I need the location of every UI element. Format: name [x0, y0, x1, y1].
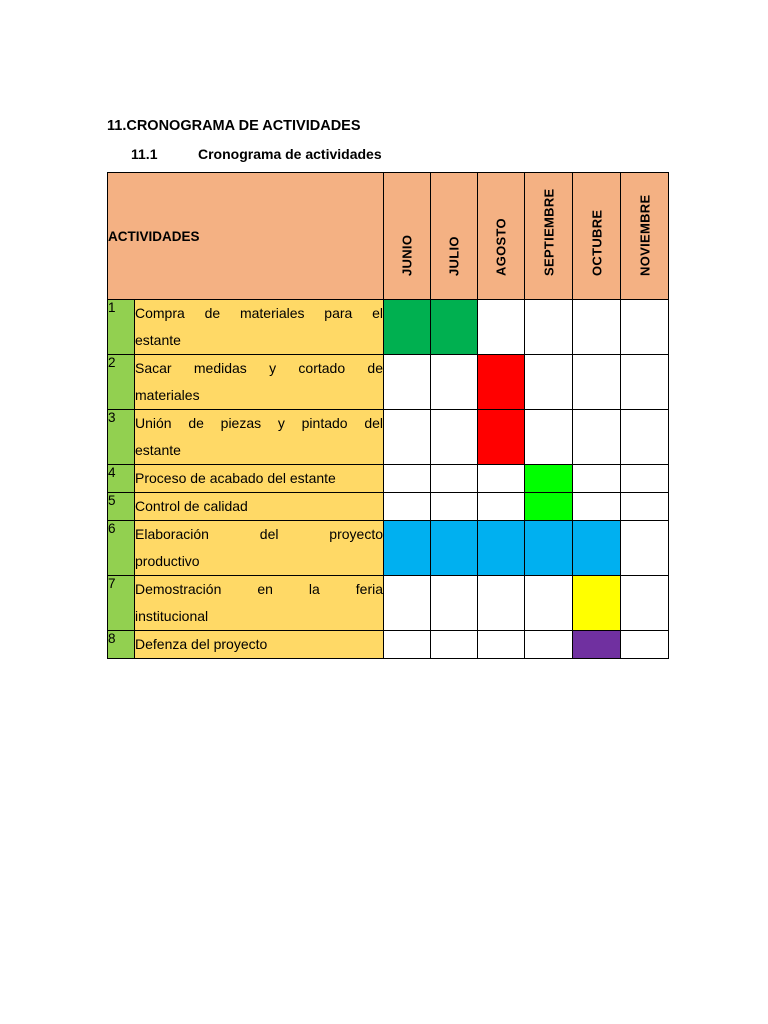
table-row: [108, 355, 669, 410]
month-label: JUNIO: [399, 234, 415, 276]
schedule-cell: [384, 493, 431, 521]
schedule-cell: [384, 631, 431, 659]
schedule-cell-filled: [384, 521, 431, 576]
activity-description: [135, 410, 384, 465]
month-label: SEPTIEMBRE: [541, 188, 557, 276]
activity-description: [135, 576, 384, 631]
schedule-cell: [573, 300, 621, 355]
activity-schedule-table: [107, 172, 669, 659]
schedule-cell: [384, 355, 431, 410]
schedule-cell: [525, 355, 573, 410]
month-header-agosto: [478, 173, 525, 300]
schedule-cell: [525, 631, 573, 659]
schedule-cell-filled: [478, 521, 525, 576]
subsection-title: Cronograma de actividades: [198, 146, 382, 162]
activity-number: 7: [108, 576, 135, 631]
schedule-cell: [384, 576, 431, 631]
activity-number: 4: [108, 465, 135, 493]
activity-number: 8: [108, 631, 135, 659]
activity-text-line: Control de calidad: [135, 498, 248, 514]
table-row: [108, 300, 669, 355]
month-label: AGOSTO: [493, 218, 509, 276]
schedule-cell: [621, 465, 669, 493]
month-header-octubre: [573, 173, 621, 300]
schedule-cell-filled: [525, 465, 573, 493]
month-header-septiembre: [525, 173, 573, 300]
table-row: [108, 410, 669, 465]
schedule-cell: [573, 465, 621, 493]
schedule-cell: [478, 493, 525, 521]
schedule-cell: [478, 300, 525, 355]
table-row: [108, 631, 669, 659]
activity-text-line: institucional: [135, 608, 209, 624]
month-label: NOVIEMBRE: [637, 194, 653, 276]
month-label: OCTUBRE: [589, 209, 605, 276]
activity-description: [135, 465, 384, 493]
activity-text-line: productivo: [135, 553, 200, 569]
activity-text-line: Defenza del proyecto: [135, 636, 268, 652]
activity-number: 1: [108, 300, 135, 355]
activity-number: 2: [108, 355, 135, 410]
schedule-cell: [573, 410, 621, 465]
schedule-cell: [621, 521, 669, 576]
schedule-cell: [525, 410, 573, 465]
activity-text-line: Elaboración del proyecto: [135, 526, 384, 542]
schedule-cell: [478, 465, 525, 493]
table-row: [108, 493, 669, 521]
month-header-noviembre: [621, 173, 669, 300]
activity-text-line: Sacar medidas y cortado de: [135, 360, 384, 376]
table-row: [108, 465, 669, 493]
activity-number: 5: [108, 493, 135, 521]
schedule-cell: [621, 355, 669, 410]
section-number: 11.: [107, 118, 127, 134]
month-label: JULIO: [446, 236, 462, 276]
schedule-cell: [525, 300, 573, 355]
schedule-cell-filled: [431, 521, 478, 576]
schedule-cell: [431, 355, 478, 410]
activity-text-line: estante: [135, 442, 181, 458]
activity-text-line: Compra de materiales para el: [135, 305, 384, 321]
schedule-cell: [384, 410, 431, 465]
activity-text-line: Proceso de acabado del estante: [135, 470, 336, 486]
schedule-cell-filled: [573, 631, 621, 659]
schedule-cell-filled: [384, 300, 431, 355]
activities-column-header: ACTIVIDADES: [108, 173, 384, 300]
activity-description: [135, 521, 384, 576]
schedule-cell: [384, 465, 431, 493]
schedule-cell-filled: [478, 355, 525, 410]
schedule-cell: [621, 300, 669, 355]
section-heading: [107, 118, 361, 134]
schedule-cell: [621, 631, 669, 659]
activity-description: [135, 493, 384, 521]
schedule-cell: [621, 493, 669, 521]
subsection-number: 11.1: [131, 146, 158, 162]
schedule-cell: [431, 631, 478, 659]
table-row: [108, 576, 669, 631]
schedule-cell-filled: [525, 521, 573, 576]
activity-text-line: Demostración en la feria: [135, 581, 384, 597]
schedule-cell-filled: [431, 300, 478, 355]
schedule-cell: [431, 493, 478, 521]
activity-description: [135, 631, 384, 659]
schedule-cell: [431, 576, 478, 631]
activity-number: 6: [108, 521, 135, 576]
activity-text-line: estante: [135, 332, 181, 348]
schedule-cell: [573, 493, 621, 521]
schedule-cell: [478, 576, 525, 631]
schedule-cell: [525, 576, 573, 631]
schedule-cell: [621, 410, 669, 465]
table-row: [108, 521, 669, 576]
activity-text-line: Unión de piezas y pintado del: [135, 415, 384, 431]
activity-text-line: materiales: [135, 387, 200, 403]
schedule-cell-filled: [525, 493, 573, 521]
schedule-cell: [573, 355, 621, 410]
subsection-heading: [131, 146, 382, 162]
month-header-junio: [384, 173, 431, 300]
activity-number: 3: [108, 410, 135, 465]
schedule-cell-filled: [573, 576, 621, 631]
activity-description: [135, 355, 384, 410]
schedule-cell: [478, 631, 525, 659]
schedule-cell: [431, 410, 478, 465]
section-title: CRONOGRAMA DE ACTIVIDADES: [126, 118, 361, 134]
schedule-cell: [621, 576, 669, 631]
month-header-julio: [431, 173, 478, 300]
schedule-cell-filled: [478, 410, 525, 465]
schedule-cell: [431, 465, 478, 493]
activity-description: [135, 300, 384, 355]
schedule-cell-filled: [573, 521, 621, 576]
